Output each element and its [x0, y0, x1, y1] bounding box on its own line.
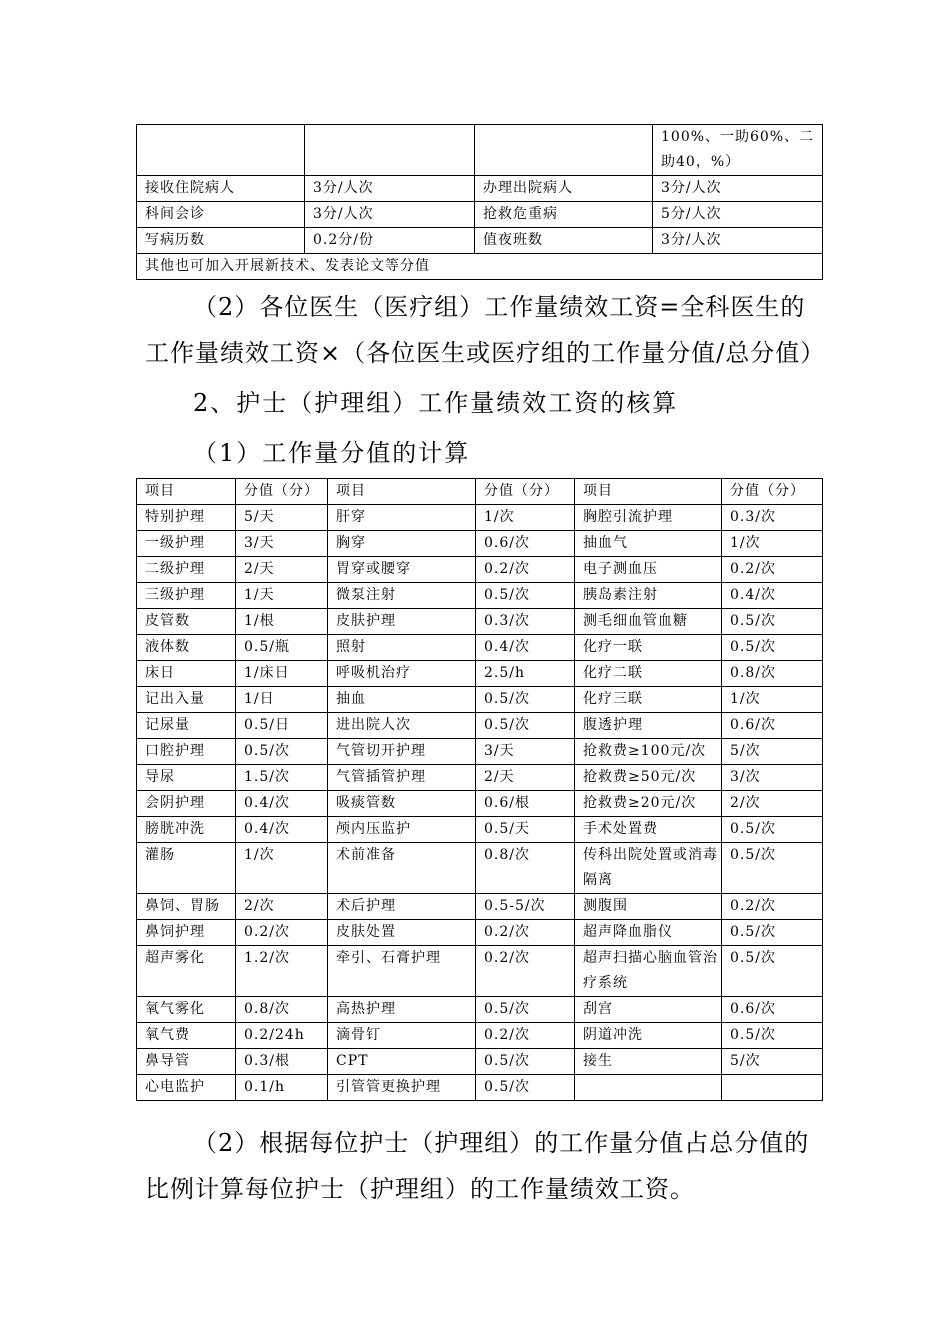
- table-cell: 皮管数: [137, 609, 236, 635]
- table-cell: 0.3/根: [236, 1049, 328, 1075]
- table-cell: 二级护理: [137, 557, 236, 583]
- table-cell: 0.8/次: [236, 997, 328, 1023]
- table-cell: 0.6/根: [476, 791, 575, 817]
- table-cell: 3分/人次: [305, 202, 475, 228]
- table-row: [137, 713, 823, 739]
- table-cell: 0.8/次: [476, 843, 575, 894]
- table-cell: 0.5/日: [236, 713, 328, 739]
- table-cell: 刮宫: [575, 997, 722, 1023]
- table-cell: 接生: [575, 1049, 722, 1075]
- column-header: 项目: [328, 479, 476, 505]
- table-cell: 接收住院病人: [137, 176, 305, 202]
- table-row: [137, 531, 823, 557]
- table-row: [137, 920, 823, 946]
- table-cell: 0.5/次: [722, 920, 823, 946]
- table-cell: 0.5/次: [476, 1075, 575, 1101]
- table-cell: 氧气费: [137, 1023, 236, 1049]
- table-cell: 灌肠: [137, 843, 236, 894]
- table-row: [137, 894, 823, 920]
- table-cell: 颅内压监护: [328, 817, 476, 843]
- table-cell: 1.5/次: [236, 765, 328, 791]
- table-footer-note: 其他也可加入开展新技术、发表论文等分值: [137, 254, 823, 280]
- table-cell: 0.6/次: [722, 997, 823, 1023]
- table-cell: 化疗三联: [575, 687, 722, 713]
- table-row: [137, 765, 823, 791]
- table-cell: 3分/人次: [653, 228, 823, 254]
- table-row: [137, 254, 823, 280]
- table-cell: 抢救危重病: [475, 202, 653, 228]
- table-row: [137, 176, 823, 202]
- table-row: [137, 505, 823, 531]
- table-cell: CPT: [328, 1049, 476, 1075]
- table-cell: 术前准备: [328, 843, 476, 894]
- table-cell: 超声雾化: [137, 946, 236, 997]
- table-cell: 超声扫描心脑血管治疗系统: [575, 946, 722, 997]
- table-cell: 100%、一助60%、二助40，%）: [653, 125, 823, 176]
- table-cell: 0.2/次: [722, 894, 823, 920]
- table-cell: 胸腔引流护理: [575, 505, 722, 531]
- nurse-section-heading: 2、护士（护理组）工作量绩效工资的核算: [193, 389, 679, 417]
- table-cell: 导尿: [137, 765, 236, 791]
- table-cell: 0.5/次: [722, 817, 823, 843]
- table-cell: [722, 1075, 823, 1101]
- table-cell: 0.4/次: [722, 583, 823, 609]
- table-cell: 胰岛素注射: [575, 583, 722, 609]
- table-cell: 心电监护: [137, 1075, 236, 1101]
- table-row: [137, 583, 823, 609]
- table-cell: 化疗一联: [575, 635, 722, 661]
- column-header: 分值（分）: [236, 479, 328, 505]
- table-cell: [575, 1075, 722, 1101]
- table-cell: 传科出院处置或消毒隔离: [575, 843, 722, 894]
- table-row: [137, 739, 823, 765]
- table-row: [137, 791, 823, 817]
- table-cell: 胸穿: [328, 531, 476, 557]
- table-cell: 0.5/次: [722, 1023, 823, 1049]
- table-cell: 2/天: [476, 765, 575, 791]
- table-cell: [137, 125, 305, 176]
- table-cell: 抽血气: [575, 531, 722, 557]
- table-row: [137, 609, 823, 635]
- table-cell: 0.4/次: [476, 635, 575, 661]
- table-row: [137, 635, 823, 661]
- table-cell: 2/次: [722, 791, 823, 817]
- table-cell: 高热护理: [328, 997, 476, 1023]
- table-cell: 胃穿或腰穿: [328, 557, 476, 583]
- table-cell: 抢救费≥20元/次: [575, 791, 722, 817]
- table-row: [137, 946, 823, 997]
- table-cell: 超声降血脂仪: [575, 920, 722, 946]
- table-cell: 鼻饲、胃肠: [137, 894, 236, 920]
- table-cell: 1/床日: [236, 661, 328, 687]
- table-cell: 0.2/次: [476, 557, 575, 583]
- table-cell: 3分/人次: [305, 176, 475, 202]
- table-cell: 会阴护理: [137, 791, 236, 817]
- table-cell: 抢救费≥100元/次: [575, 739, 722, 765]
- table-cell: 3分/人次: [653, 176, 823, 202]
- table-cell: 1/次: [722, 531, 823, 557]
- column-header: 分值（分）: [476, 479, 575, 505]
- table-cell: 0.2/次: [476, 1023, 575, 1049]
- doctor-salary-paragraph: （2）各位医生（医疗组）工作量绩效工资=全科医生的工作量绩效工资×（各位医生或医疗组的工作量分值/总分值）: [145, 293, 826, 367]
- table-cell: 0.2/次: [476, 920, 575, 946]
- table-cell: 0.5/次: [722, 609, 823, 635]
- table-cell: 1/次: [236, 843, 328, 894]
- table-row: [137, 125, 823, 176]
- table-cell: 0.8/次: [722, 661, 823, 687]
- table-cell: 0.5/次: [476, 997, 575, 1023]
- table-cell: 照射: [328, 635, 476, 661]
- table-row: [137, 661, 823, 687]
- table-cell: 抽血: [328, 687, 476, 713]
- table-cell: 0.5-5/次: [476, 894, 575, 920]
- table-cell: 0.5/次: [722, 946, 823, 997]
- table-cell: 气管切开护理: [328, 739, 476, 765]
- table-cell: [305, 125, 475, 176]
- table-row: [137, 843, 823, 894]
- table-cell: 液体数: [137, 635, 236, 661]
- table-cell: 2/次: [236, 894, 328, 920]
- column-header: 分值（分）: [722, 479, 823, 505]
- table-row: [137, 817, 823, 843]
- column-header: 项目: [575, 479, 722, 505]
- table-cell: 膀胱冲洗: [137, 817, 236, 843]
- table-cell: 0.3/次: [476, 609, 575, 635]
- table-cell: 0.1/h: [236, 1075, 328, 1101]
- table-cell: 5/天: [236, 505, 328, 531]
- table-cell: 鼻饲护理: [137, 920, 236, 946]
- score-calc-heading: （1）工作量分值的计算: [193, 439, 471, 467]
- table-row: [137, 228, 823, 254]
- table-cell: 呼吸机治疗: [328, 661, 476, 687]
- table-cell: 0.5/次: [476, 1049, 575, 1075]
- table-cell: 腹透护理: [575, 713, 722, 739]
- table-row: [137, 997, 823, 1023]
- table-cell: 测腹围: [575, 894, 722, 920]
- table-cell: 0.2/次: [722, 557, 823, 583]
- table-cell: 1/天: [236, 583, 328, 609]
- table-row: [137, 1049, 823, 1075]
- table-cell: 0.2/次: [476, 946, 575, 997]
- doctor-workload-table: [136, 124, 823, 280]
- table-cell: 气管插管护理: [328, 765, 476, 791]
- table-cell: 特别护理: [137, 505, 236, 531]
- table-cell: 0.5/次: [476, 583, 575, 609]
- column-header: 项目: [137, 479, 236, 505]
- table-cell: 记出入量: [137, 687, 236, 713]
- table-row: [137, 1075, 823, 1101]
- table-cell: 吸痰管数: [328, 791, 476, 817]
- table-cell: 写病历数: [137, 228, 305, 254]
- table-cell: 0.5/次: [722, 635, 823, 661]
- table-cell: 手术处置费: [575, 817, 722, 843]
- table-cell: 科间会诊: [137, 202, 305, 228]
- table-cell: 口腔护理: [137, 739, 236, 765]
- table-cell: [475, 125, 653, 176]
- table-cell: 0.5/次: [722, 843, 823, 894]
- table-row: [137, 1023, 823, 1049]
- table-cell: 5分/人次: [653, 202, 823, 228]
- table-cell: 进出院人次: [328, 713, 476, 739]
- table-cell: 皮肤护理: [328, 609, 476, 635]
- table-cell: 抢救费≥50元/次: [575, 765, 722, 791]
- table-row: [137, 687, 823, 713]
- table-cell: 0.5/次: [236, 739, 328, 765]
- table-cell: 0.4/次: [236, 791, 328, 817]
- table-cell: 0.4/次: [236, 817, 328, 843]
- table-cell: 3/天: [236, 531, 328, 557]
- table-cell: 皮肤处置: [328, 920, 476, 946]
- table-cell: 肝穿: [328, 505, 476, 531]
- table-cell: 滴骨钉: [328, 1023, 476, 1049]
- table-cell: 引管管更换护理: [328, 1075, 476, 1101]
- table-header-row: [137, 479, 823, 505]
- table-cell: 电子测血压: [575, 557, 722, 583]
- table-cell: 0.5/次: [476, 713, 575, 739]
- table-cell: 1/日: [236, 687, 328, 713]
- table-cell: 1/根: [236, 609, 328, 635]
- table-cell: 办理出院病人: [475, 176, 653, 202]
- table-cell: 0.5/天: [476, 817, 575, 843]
- table-cell: 微泵注射: [328, 583, 476, 609]
- table-cell: 0.2/24h: [236, 1023, 328, 1049]
- table-cell: 术后护理: [328, 894, 476, 920]
- table-cell: 测毛细血管血糖: [575, 609, 722, 635]
- table-cell: 3/次: [722, 765, 823, 791]
- table-cell: 1/次: [476, 505, 575, 531]
- table-cell: 记尿量: [137, 713, 236, 739]
- table-cell: 床日: [137, 661, 236, 687]
- table-cell: 一级护理: [137, 531, 236, 557]
- table-cell: 值夜班数: [475, 228, 653, 254]
- table-cell: 0.6/次: [476, 531, 575, 557]
- table-cell: 0.2/次: [236, 920, 328, 946]
- table-row: [137, 557, 823, 583]
- table-cell: 5/次: [722, 739, 823, 765]
- table-cell: 0.5/次: [476, 687, 575, 713]
- table-cell: 2.5/h: [476, 661, 575, 687]
- table-cell: 0.3/次: [722, 505, 823, 531]
- table-cell: 阴道冲洗: [575, 1023, 722, 1049]
- table-cell: 氧气雾化: [137, 997, 236, 1023]
- table-cell: 0.5/瓶: [236, 635, 328, 661]
- table-cell: 0.6/次: [722, 713, 823, 739]
- table-cell: 化疗二联: [575, 661, 722, 687]
- table-cell: 鼻导管: [137, 1049, 236, 1075]
- table-cell: 三级护理: [137, 583, 236, 609]
- table-cell: 1.2/次: [236, 946, 328, 997]
- table-row: [137, 202, 823, 228]
- table-cell: 3/天: [476, 739, 575, 765]
- table-cell: 1/次: [722, 687, 823, 713]
- table-cell: 牵引、石膏护理: [328, 946, 476, 997]
- table-cell: 2/天: [236, 557, 328, 583]
- table-cell: 0.2分/份: [305, 228, 475, 254]
- nurse-workload-table: [136, 478, 823, 1101]
- nurse-salary-paragraph: （2）根据每位护士（护理组）的工作量分值占总分值的比例计算每位护士（护理组）的工作量绩效工资。: [145, 1129, 810, 1203]
- table-cell: 5/次: [722, 1049, 823, 1075]
